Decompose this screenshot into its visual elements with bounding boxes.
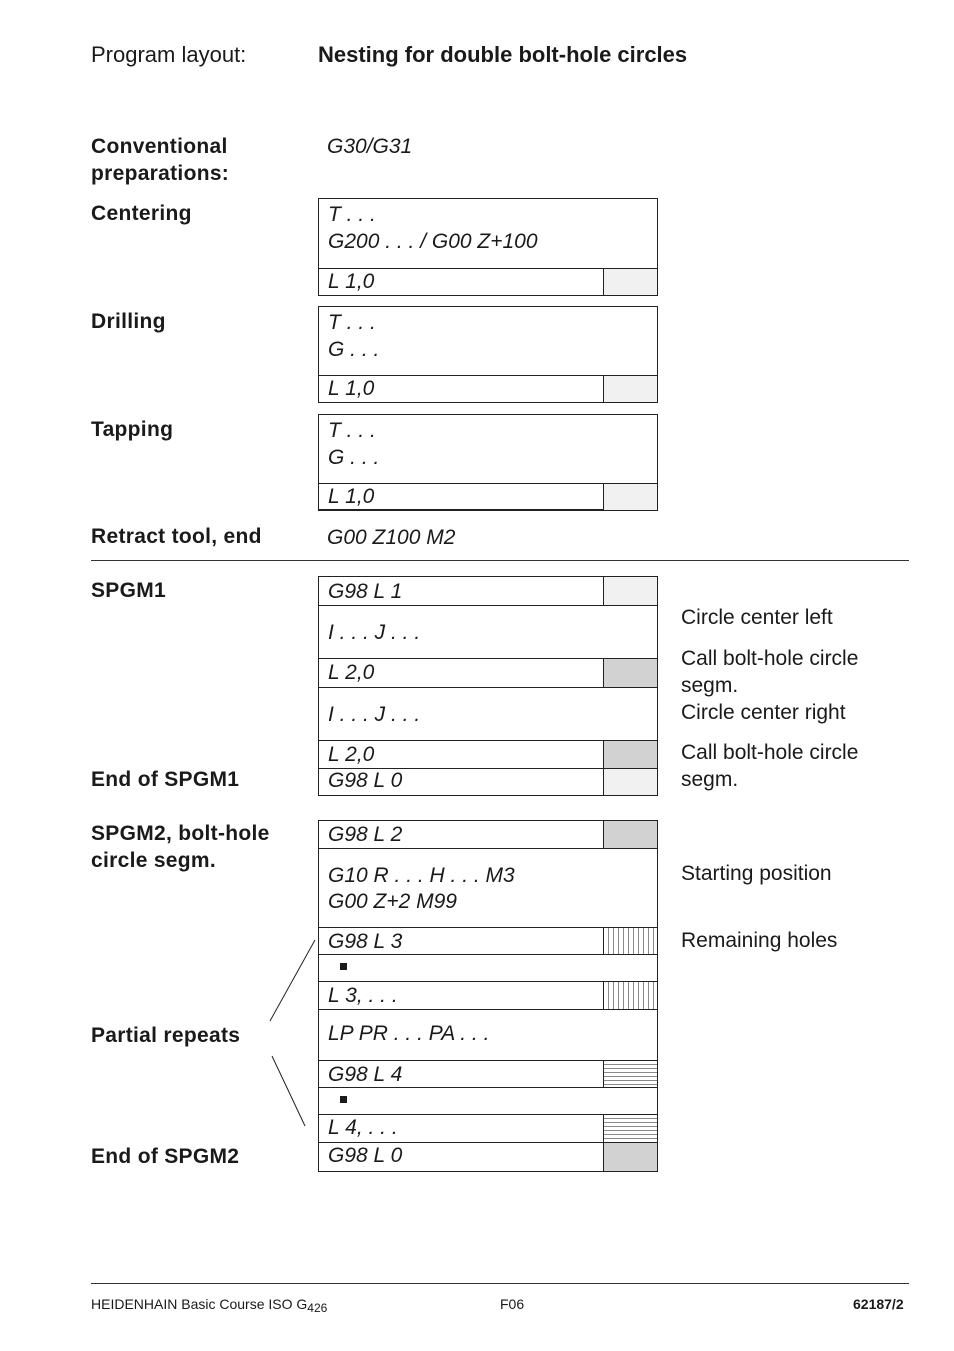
spgm1-row [319, 688, 657, 741]
spgm2-block [318, 820, 658, 1172]
spgm1-row-swatch [603, 659, 657, 687]
comment-center-left: Circle center left [681, 606, 833, 629]
spgm2-l3-swatch [603, 928, 657, 954]
conventional-label-line2: preparations: [91, 162, 230, 185]
conventional-code: G30/G31 [327, 135, 413, 158]
drilling-call: L 1,0 [328, 377, 375, 400]
spgm2-l4-swatch [603, 1061, 657, 1087]
spgm2-l3call-text: L 3, . . . [328, 984, 398, 1007]
bracket-line-lower [272, 1056, 305, 1126]
spgm2-l4-row [319, 1061, 657, 1088]
spgm2-l3-row [319, 928, 657, 955]
conventional-label-line1: Conventional [91, 135, 228, 158]
drilling-tool-row [319, 307, 657, 376]
spgm2-label [91, 820, 270, 874]
tapping-tool-row [319, 415, 657, 484]
spgm1-row [319, 769, 657, 795]
spgm2-head-text: G98 L 2 [328, 823, 403, 846]
footer-left [91, 1296, 327, 1315]
spgm2-lp-row [319, 1010, 657, 1061]
partial-repeat-brackets [260, 930, 320, 1130]
comment-remaining-holes: Remaining holes [681, 929, 838, 952]
centering-line2: G200 . . . / G00 Z+100 [328, 230, 538, 253]
spgm2-l4-text: G98 L 4 [328, 1063, 403, 1086]
spgm2-head-row [319, 821, 657, 849]
comment-call1 [681, 645, 858, 699]
tapping-line1: T . . . [328, 419, 376, 442]
tapping-call: L 1,0 [328, 485, 375, 508]
retract-code: G00 Z100 M2 [327, 526, 456, 549]
program-layout-label: Program layout: [91, 42, 247, 67]
spgm2-start-line2: G00 Z+2 M99 [328, 890, 457, 913]
spgm1-row-swatch [603, 577, 657, 605]
centering-tool-row [319, 199, 657, 269]
spgm1-row-text: G98 L 0 [328, 769, 403, 792]
spgm1-end-label: End of SPGM1 [91, 768, 240, 791]
centering-call: L 1,0 [328, 270, 375, 293]
spgm2-l3call-swatch [603, 982, 657, 1009]
comment-call2-line1: Call bolt-hole circle [681, 741, 859, 764]
retract-label: Retract tool, end [91, 525, 262, 548]
spgm1-row-text: G98 L 1 [328, 580, 403, 603]
spgm1-row [319, 741, 657, 769]
spgm2-l3-bullet-row [319, 955, 657, 982]
spgm1-row [319, 606, 657, 659]
spgm2-end-text: G98 L 0 [328, 1144, 403, 1167]
spgm2-label-line2: circle segm. [91, 849, 217, 872]
spgm2-l4call-swatch [603, 1115, 657, 1142]
centering-block [318, 198, 658, 296]
spgm2-l4call-row [319, 1115, 657, 1143]
comment-call1-line1: Call bolt-hole circle [681, 647, 859, 670]
spgm2-l4-bullet-row [319, 1088, 657, 1115]
footer-left-sub: 426 [307, 1301, 328, 1315]
footer-doc-number: 62187/2 [853, 1296, 904, 1312]
centering-line1: T . . . [328, 203, 376, 226]
tapping-call-swatch [603, 484, 657, 510]
footer-page-code: F06 [500, 1296, 525, 1312]
drilling-line1: T . . . [328, 311, 376, 334]
comment-center-right: Circle center right [681, 701, 846, 724]
spgm1-row-text: L 2,0 [328, 661, 375, 684]
partial-repeats-label: Partial repeats [91, 1024, 241, 1047]
spgm2-l3-text: G98 L 3 [328, 930, 403, 953]
comment-call2-line2: segm. [681, 768, 739, 791]
spgm1-row-text: L 2,0 [328, 743, 375, 766]
drilling-label: Drilling [91, 310, 166, 333]
bullet-icon [340, 963, 347, 970]
drilling-block [318, 306, 658, 403]
footer-rule [91, 1283, 909, 1284]
comment-call1-line2: segm. [681, 674, 739, 697]
spgm1-row-text: I . . . J . . . [328, 703, 421, 726]
spgm2-start-line1: G10 R . . . H . . . M3 [328, 864, 515, 887]
spgm2-l3call-row [319, 982, 657, 1010]
drilling-line2: G . . . [328, 338, 380, 361]
conventional-label [91, 133, 229, 187]
section-divider [91, 560, 909, 561]
tapping-call-row [319, 484, 657, 510]
centering-call-swatch [603, 269, 657, 295]
spgm2-l4call-text: L 4, . . . [328, 1116, 398, 1139]
footer-left-text: HEIDENHAIN Basic Course ISO G [91, 1296, 308, 1312]
spgm1-row-text: I . . . J . . . [328, 621, 421, 644]
comment-starting-position: Starting position [681, 862, 832, 885]
spgm2-head-swatch [603, 821, 657, 848]
drilling-call-swatch [603, 376, 657, 402]
bullet-icon [340, 1096, 347, 1103]
tapping-label: Tapping [91, 418, 174, 441]
comment-call2 [681, 739, 858, 793]
centering-label: Centering [91, 202, 192, 225]
page-title: Nesting for double bolt-hole circles [318, 42, 688, 67]
tapping-block [318, 414, 658, 511]
bracket-line-upper [270, 940, 315, 1021]
spgm1-label: SPGM1 [91, 579, 167, 602]
spgm2-lp-text: LP PR . . . PA . . . [328, 1022, 490, 1045]
spgm1-block [318, 576, 658, 796]
spgm1-row [319, 659, 657, 688]
spgm1-row [319, 577, 657, 606]
tapping-line2: G . . . [328, 446, 380, 469]
drilling-call-row [319, 376, 657, 402]
spgm2-end-swatch [603, 1143, 657, 1171]
spgm2-label-line1: SPGM2, bolt-hole [91, 822, 270, 845]
spgm2-start-row [319, 849, 657, 928]
spgm1-row-swatch [603, 741, 657, 768]
spgm1-row-swatch [603, 769, 657, 795]
centering-call-row [319, 269, 657, 295]
spgm2-end-label: End of SPGM2 [91, 1145, 240, 1168]
spgm2-end-row [319, 1143, 657, 1171]
